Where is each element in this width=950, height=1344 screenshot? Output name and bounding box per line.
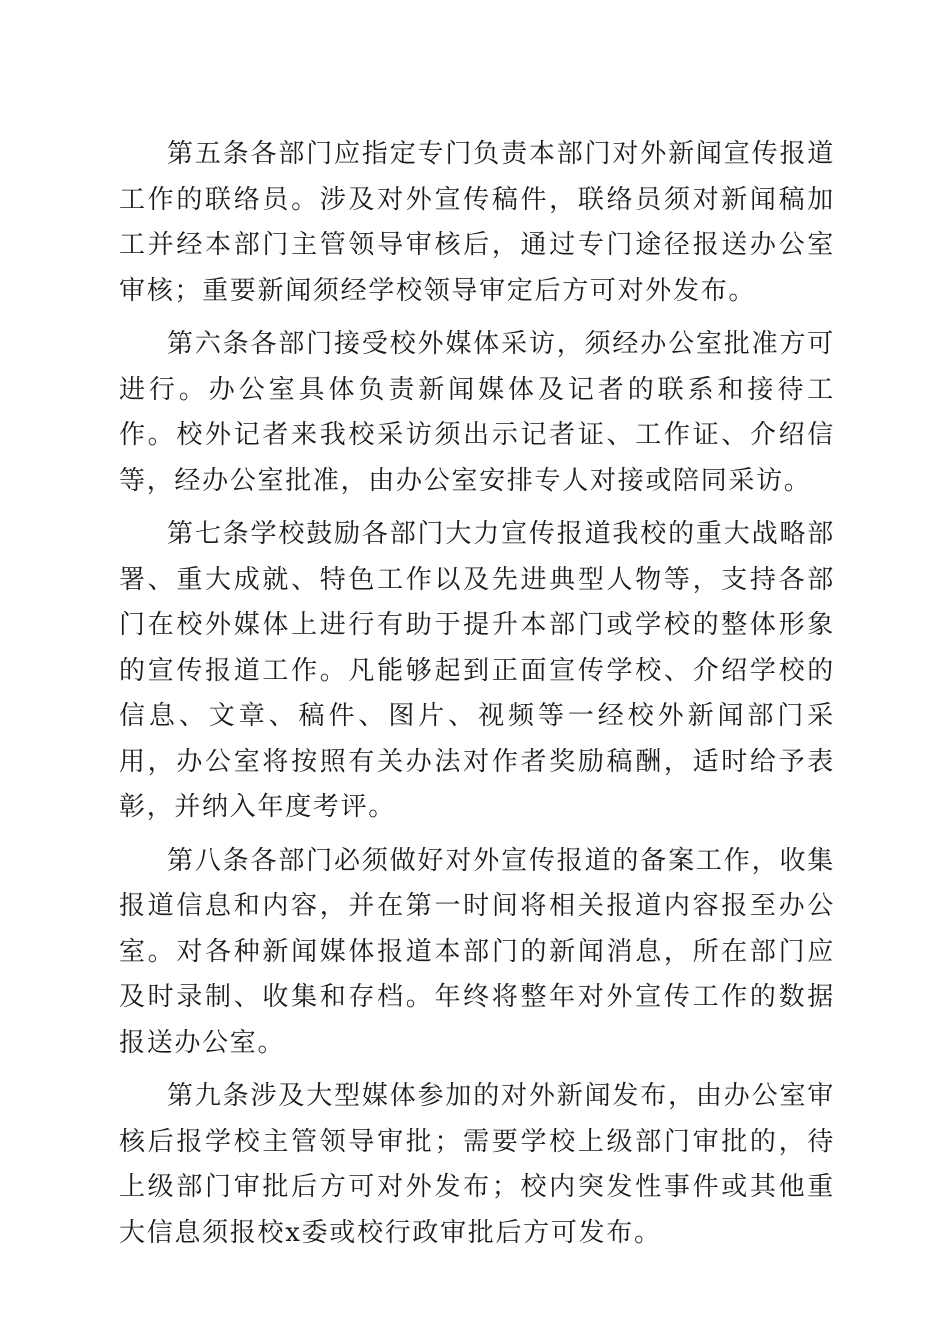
article-6-paragraph: 第六条各部门接受校外媒体采访，须经办公室批准方可进行。办公室具体负责新闻媒体及记者的联系和接待工作。校外记者来我校采访须出示记者证、工作证、介绍信等，经办公室批准，由办公室安排专人对接或陪同采访。 xyxy=(119,329,835,496)
document-body xyxy=(119,132,835,1256)
article-9-paragraph: 第九条涉及大型媒体参加的对外新闻发布，由办公室审核后报学校主管领导审批；需要学校上级部门审批的，待上级部门审批后方可对外发布；校内突发性事件或其他重大信息须报校x委或校行政审批后方可发布。 xyxy=(119,1081,835,1248)
article-5-paragraph: 第五条各部门应指定专门负责本部门对外新闻宣传报道工作的联络员。涉及对外宣传稿件，联络员须对新闻稿加工并经本部门主管领导审核后，通过专门途径报送办公室审核；重要新闻须经学校领导审定后方可对外发布。 xyxy=(119,139,835,306)
article-7-paragraph: 第七条学校鼓励各部门大力宣传报道我校的重大战略部署、重大成就、特色工作以及先进典型人物等，支持各部门在校外媒体上进行有助于提升本部门或学校的整体形象的宣传报道工作。凡能够起到正面宣传学校、介绍学校的信息、文章、稿件、图片、视频等一经校外新闻部门采用，办公室将按照有关办法对作者奖励稿酬，适时给予表彰，并纳入年度考评。 xyxy=(119,519,835,822)
article-8-paragraph: 第八条各部门必须做好对外宣传报道的备案工作，收集报道信息和内容，并在第一时间将相关报道内容报至办公室。对各种新闻媒体报道本部门的新闻消息，所在部门应及时录制、收集和存档。年终将整年对外宣传工作的数据报送办公室。 xyxy=(119,845,835,1058)
